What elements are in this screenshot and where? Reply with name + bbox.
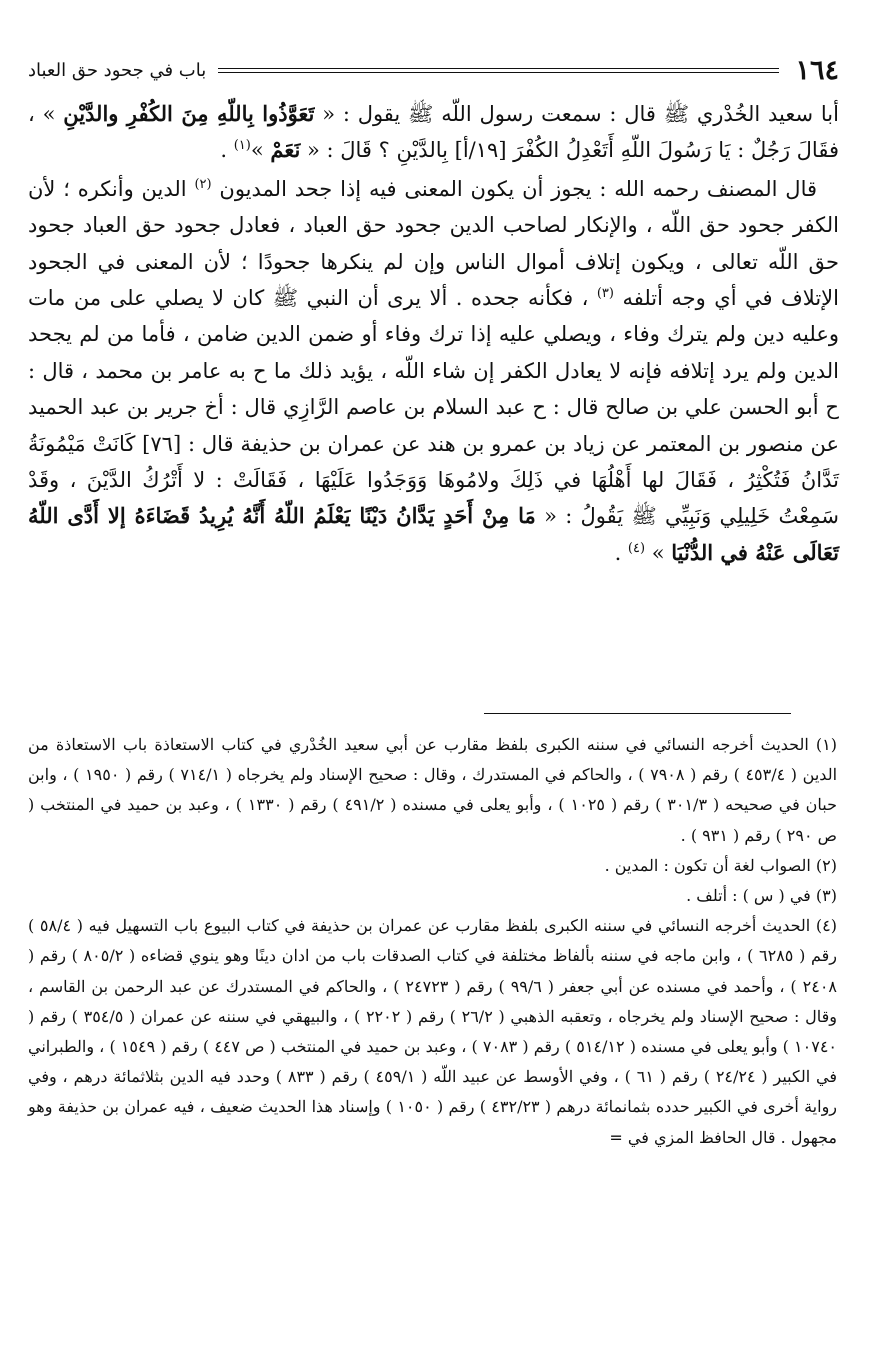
footnote-ref: (٢) [194, 176, 212, 192]
footnote-3: (٣) في ( س ) : أتلف . [686, 886, 837, 906]
main-text [28, 96, 839, 571]
footnotes [28, 730, 837, 1153]
hadith-text: نَعَمْ [270, 137, 301, 163]
text-run: » ، فقَالَ رَجُلٌ : يَا رَسُولَ اللّهِ أَتَعْدِلُ الكُفْرَ [١٩/أ] بِالدَّيْنِ ؟ قَالَ : « [28, 102, 839, 163]
text-run: . [220, 138, 234, 163]
chapter-title: باب في جحود حق العباد [28, 59, 207, 81]
text-run: أبا سعيد الخُدْري ﷺ قال : سمعت رسول اللّه ﷺ يقول : « [314, 102, 839, 126]
text-run: الدين وأنكره ؛ لأن الكفر جحود حق اللّه ، والإنكار لصاحب الدين جحود حق العباد ، فعادل جحود حق العباد جحود حق اللّه تعالى ، ويكون إتلاف أموال الناس وإن لم ينكرها جحودًا ؛ لأن المعنى في الجحود الإتلاف في أي وجه أتلفه [28, 176, 839, 311]
paragraph-hadith-intro [28, 96, 839, 169]
footnote-ref: (٤) [627, 540, 646, 556]
footnote-2: (٢) الصواب لغة أن تكون : المدين . [604, 855, 837, 875]
page-number: ١٦٤ [795, 54, 839, 86]
footnote-4-text: (٤) الحديث أخرجه النسائي في سننه الكبرى بلفظ مقارب عن عمران بن حذيفة في كتاب البيوع باب التسهيل فيه ( ٥٨/٤ ) رقم ( ٦٢٨٥ ) ، وابن ماجه في سننه بألفاظ مختلفة في كتاب الصدقات باب من ادان دينًا وهو ينوي قضاءه ( ٨٠٥/٢ ) رقم ( ٢٤٠٨ ) ، وأحمد في مسنده عن أبي جعفر ( ٩٩/٦ ) رقم ( ٢٤٧٢٣ ) ، والحاكم في المستدرك عن عبد الرحمن بن القاسم ، وقال : صحيح الإسناد ولم يخرجاه ، وتعقبه الذهبي ( ٢٦/٢ ) رقم ( ٢٢٠٢ ) ، والبيهقي في سننه عن عمران ( ٣٥٤/٥ ) رقم ( ١٠٧٤٠ ) وأبو يعلى في مسنده ( ٥١٤/١٢ ) رقم ( ٧٠٨٣ ) ، وعبد بن حميد في المنتخب ( ص ٤٤٧ ) رقم ( ١٥٤٩ ) ، والطبراني في الكبير ( ٢٤/٢٤ ) رقم ( ٦١ ) ، وفي الأوسط عن عبيد اللّه ( ٤٥٩/١ ) رقم ( ٨٣٣ ) وحدد فيه الدين بثلاثمائة درهم ، وفي رواية أخرى في الكبير حدده بثمانمائة درهم ( ٤٣٢/٢٣ ) رقم ( ١٠٥٠ ) وإسناد هذا الحديث ضعيف ، فيه عمران بن حذيفة وهو مجهول . قال الحافظ المزي في [28, 916, 838, 1147]
text-run: » [250, 138, 271, 163]
continuation-mark: = [609, 1127, 623, 1147]
footnote-ref: (١) [233, 138, 251, 154]
footnote-separator [484, 713, 791, 714]
footnote-4 [28, 911, 837, 1153]
hadith-text: تَعَوَّذُوا بِاللّهِ مِنَ الكُفْرِ والدَّيْنِ [63, 101, 315, 126]
paragraph-commentary [28, 171, 839, 571]
text-run: . [614, 540, 628, 565]
text-run: ، فكأنه جحده . ألا يرى أن النبي ﷺ كان لا يصلي على من مات وعليه دين ولم يترك وفاء ، ويصلي عليه إذا ترك وفاء أو ضمن الدين ضامن ، فأما من لم يجحد الدين ولم يرد إتلافه فإنه لا يعادل الكفر إن شاء اللّه ، يؤيد ذلك ما ح به عامر بن محمد ، قال : ح أبو الحسن علي بن صالح قال : ح عبد السلام بن عاصم الرَّازِي قال : أخ جرير بن عبد الحميد عن منصور بن المعتمر عن زياد بن عمرو بن هند عن عمران بن حذيفة قال : [٧٦] كَانَتْ مَيْمُونَةُ تَدَّانُ فَتُكْثِرُ ، فَقَالَ لها أَهْلُهَا في ذَلِكَ ولامُوهَا وَوَجَدُوا عَلَيْهَا ، فَقَالَتْ : لا أَتْرُكُ الدَّيْنَ ، وقَدْ سَمِعْتُ خَلِيلِي وَنَبِيِّي ﷺ يَقُولُ : « [28, 286, 839, 529]
page-header [28, 52, 839, 88]
header-rule [218, 68, 779, 73]
hadith-text: مَا مِنْ أَحَدٍ يَدَّانُ دَيْنًا يَعْلَمُ اللّهُ أَنَّهُ يُرِيدُ قَضَاءَهُ إلا أَدَّى اللّهُ تَعَالَى عَنْهُ في الدُّنْيَا [28, 503, 839, 565]
text-run: قال المصنف رحمه الله : يجوز أن يكون المعنى فيه إذا جحد المديون [219, 176, 818, 201]
text-run: » [651, 540, 672, 565]
footnote-ref: (٣) [596, 286, 614, 302]
footnote-1: (١) الحديث أخرجه النسائي في سننه الكبرى بلفظ مقارب عن أبي سعيد الخُدْري في كتاب الاستعاذة باب الاستعاذة من الدين ( ٤٥٣/٤ ) رقم ( ٧٩٠٨ ) ، والحاكم في المستدرك ، وقال : صحيح الإسناد ولم يخرجاه ( ٧١٤/١ ) رقم ( ١٩٥٠ ) ، وابن حبان في صحيحه ( ٣٠١/٣ ) رقم ( ١٠٢٥ ) ، وأبو يعلى في مسنده ( ٤٩١/٢ ) رقم ( ١٣٣٠ ) ، وعبد بن حميد في المنتخب ( ص ٢٩٠ ) رقم ( ٩٣١ ) . [28, 735, 838, 845]
